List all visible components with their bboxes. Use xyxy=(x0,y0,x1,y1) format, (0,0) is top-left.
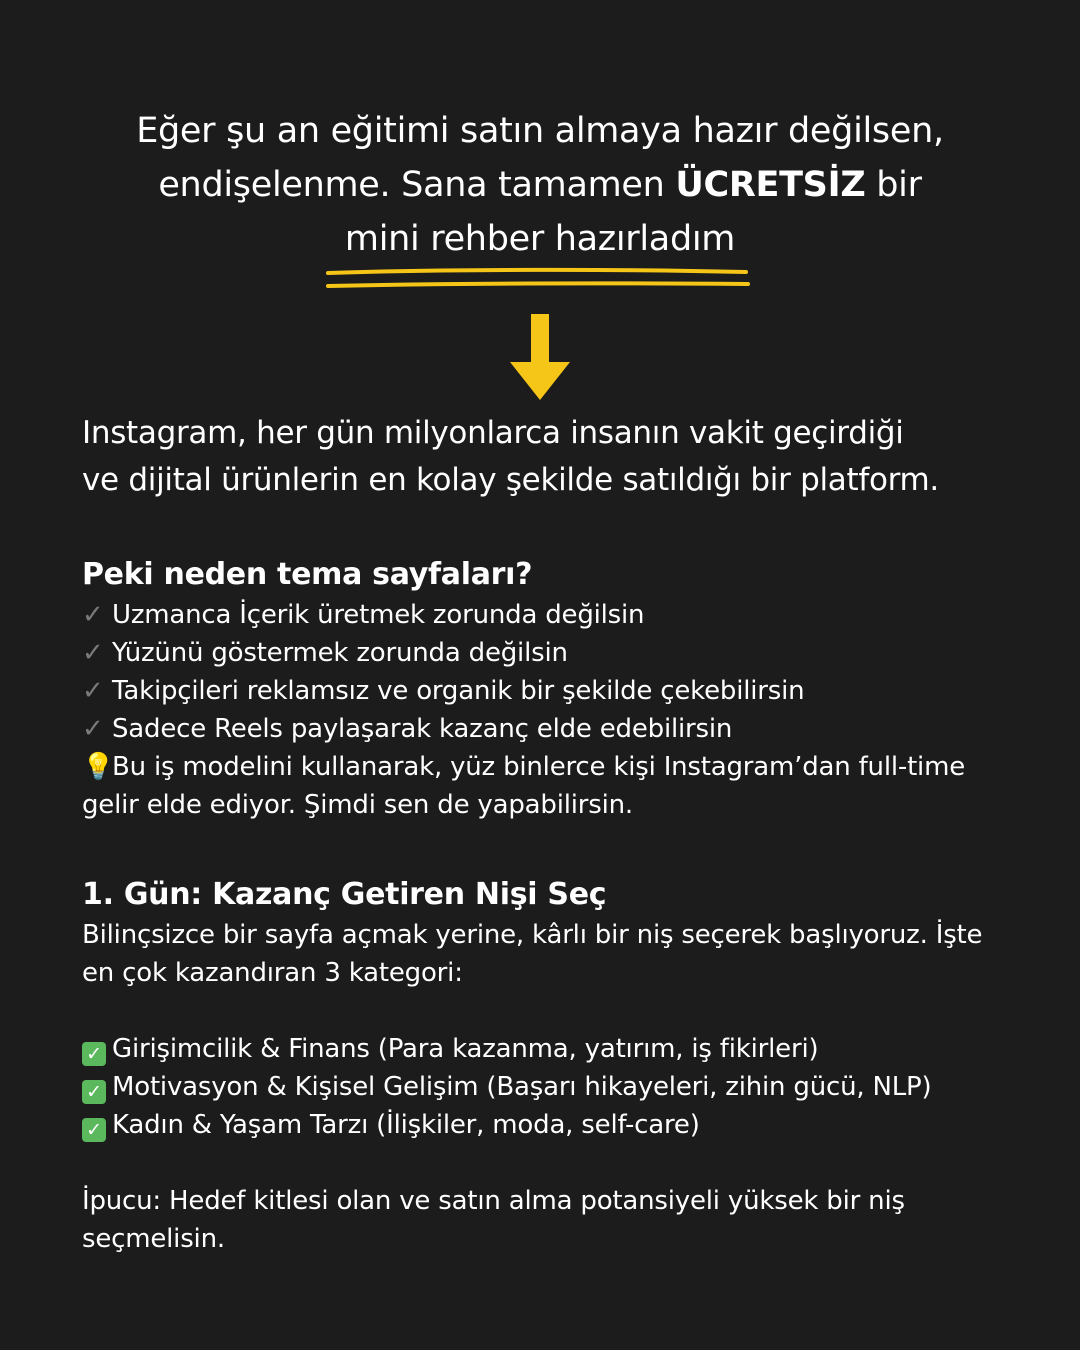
day-1-desc-line-1: Bilinçsizce bir sayfa açmak yerine, kârlı bir niş seçerek başlıyoruz. İşte xyxy=(82,920,983,950)
scribble-underline-icon xyxy=(322,264,754,294)
tip-line-2: gelir elde ediyor. Şimdi sen de yapabilirsin. xyxy=(82,790,633,820)
why-item xyxy=(82,710,1032,748)
green-check-icon: ✓ xyxy=(82,1118,106,1142)
why-heading: Peki neden tema sayfaları? xyxy=(82,557,533,592)
why-item xyxy=(82,672,1032,710)
headline-line-2-start: endişelenme. Sana tamamen xyxy=(158,165,676,205)
headline-free-emphasis: ÜCRETSİZ xyxy=(675,165,866,205)
category-text: Kadın & Yaşam Tarzı (İlişkiler, moda, self-care) xyxy=(112,1110,700,1140)
day-1-desc-line-2: en çok kazandıran 3 kategori: xyxy=(82,958,463,988)
green-check-icon: ✓ xyxy=(82,1042,106,1066)
why-theme-pages-section xyxy=(82,554,1032,824)
category-text: Girişimcilik & Finans (Para kazanma, yatırım, iş fikirleri) xyxy=(112,1034,819,1064)
spacer xyxy=(82,1144,1032,1182)
category-item xyxy=(82,1030,1032,1068)
check-icon: ✓ xyxy=(82,714,104,744)
hint-line-2: seçmelisin. xyxy=(82,1224,225,1254)
spacer xyxy=(82,992,1032,1030)
intro-paragraph xyxy=(82,410,1032,504)
headline-line-3: mini rehber hazırladım xyxy=(344,219,736,259)
headline-line-2-end: bir xyxy=(865,165,922,205)
headline xyxy=(60,104,1020,266)
why-item-text: Uzmanca İçerik üretmek zorunda değilsin xyxy=(112,600,645,630)
check-icon: ✓ xyxy=(82,676,104,706)
intro-line-2: ve dijital ürünlerin en kolay şekilde satıldığı bir platform. xyxy=(82,462,939,498)
why-item-text: Sadece Reels paylaşarak kazanç elde edebilirsin xyxy=(112,714,733,744)
category-item xyxy=(82,1106,1032,1144)
category-text: Motivasyon & Kişisel Gelişim (Başarı hikayeleri, zihin gücü, NLP) xyxy=(112,1072,932,1102)
hint-line-1: İpucu: Hedef kitlesi olan ve satın alma potansiyeli yüksek bir niş xyxy=(82,1186,905,1216)
tip-text-1: Bu iş modelini kullanarak, yüz binlerce kişi Instagram’dan full-time xyxy=(112,752,966,782)
why-item xyxy=(82,596,1032,634)
headline-line-2 xyxy=(60,158,1020,212)
why-item xyxy=(82,634,1032,672)
day-1-section xyxy=(82,874,1032,1258)
category-item xyxy=(82,1068,1032,1106)
check-icon: ✓ xyxy=(82,638,104,668)
lightbulb-icon: 💡 xyxy=(82,752,115,782)
day-1-heading: 1. Gün: Kazanç Getiren Nişi Seç xyxy=(82,877,607,912)
intro-line-1: Instagram, her gün milyonlarca insanın vakit geçirdiği xyxy=(82,415,904,451)
headline-line-1: Eğer şu an eğitimi satın almaya hazır değilsen, xyxy=(136,111,944,151)
why-item-text: Takipçileri reklamsız ve organik bir şekilde çekebilirsin xyxy=(112,676,805,706)
arrow-down-icon xyxy=(508,314,572,404)
tip-line-1 xyxy=(82,748,1032,786)
check-icon: ✓ xyxy=(82,600,104,630)
why-item-text: Yüzünü göstermek zorunda değilsin xyxy=(112,638,568,668)
green-check-icon: ✓ xyxy=(82,1080,106,1104)
